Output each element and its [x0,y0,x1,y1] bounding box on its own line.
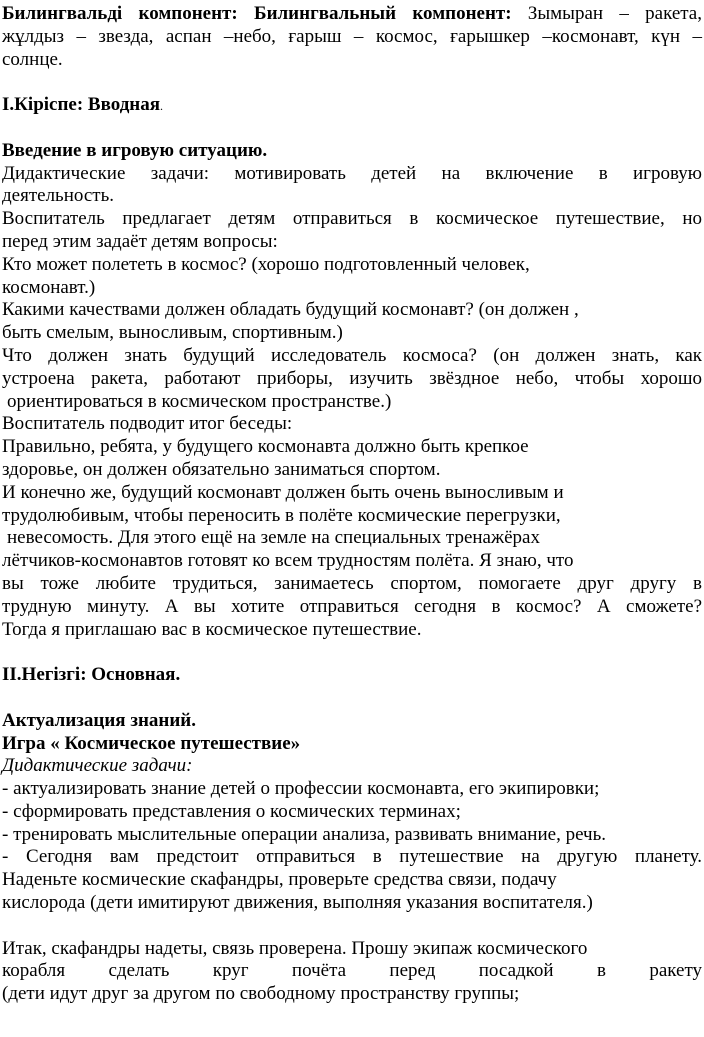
s1-line-18: вы тоже любите трудиться, занимаетесь спортом, помогаете друг другу в [2,572,702,594]
s1-line-20: Тогда я приглашаю вас в космическое путешествие. [2,618,422,640]
s1-line-1: деятельность. [2,185,115,207]
section1-heading: I.Кіріспе: Вводная [2,94,161,116]
s1-line-3: перед этим задаёт детям вопросы: [2,230,278,252]
bilingual-label: Билингвальді компонент: Билингвальный компонент: [2,3,512,24]
s1-line-2: Воспитатель предлагает детям отправиться в космическое путешествие, но [2,208,702,230]
s2b-line-1: корабля сделать круг почёта перед посадкой в ракету [2,960,702,982]
bilingual-line-1 [2,3,702,26]
s1-line-19: трудную минуту. А вы хотите отправиться сегодня в космос? А сможете? [2,595,702,617]
s1-line-6: Какими качествами должен обладать будущий космонавт? (он должен , [2,299,579,321]
s1-line-14: И конечно же, будущий космонавт должен быть очень выносливым и [2,481,564,503]
s2-line-1: - сформировать представления о космических терминах; [2,800,461,822]
s2b-line-0: Итак, скафандры надеты, связь проверена. Прошу экипаж космического [2,937,588,959]
s2-line-5: кислорода (дети имитируют движения, выполняя указания воспитателя.) [2,892,593,914]
s1-line-12: Правильно, ребята, у будущего космонавта должно быть крепкое [2,436,529,458]
s1-line-7: быть смелым, выносливым, спортивным.) [2,322,343,344]
s1-line-11: Воспитатель подводит итог беседы: [2,413,293,435]
bilingual-line-3: солнце. [2,48,63,70]
s1-line-4: Кто может полететь в космос? (хорошо подготовленный человек, [2,253,530,275]
s2b-line-2: (дети идут друг за другом по свободному пространству группы; [2,983,520,1005]
s1-line-0: Дидактические задачи: мотивировать детей на включение в игровую [2,162,702,184]
s1-line-8: Что должен знать будущий исследователь космоса? (он должен знать, как [2,344,702,366]
s1-line-17: лётчиков-космонавтов готовят ко всем трудностям полёта. Я знаю, что [2,550,574,572]
bilingual-line-2: жұлдыз – звезда, аспан –небо, ғарыш – космос, ғарышкер –космонавт, күн – [2,25,702,47]
s1-line-15: трудолюбивым, чтобы переносить в полёте космические перегрузки, [2,504,561,526]
s2-line-0: - актуализировать знание детей о профессии космонавта, его экипировки; [2,778,600,800]
section2-heading: II.Негізгі: Основная. [2,664,181,686]
s1-line-16: невесомость. Для этого ещё на земле на специальных тренажёрах [7,527,540,549]
game-title: Игра « Космическое путешествие» [2,732,301,754]
s2-line-4: Наденьте космические скафандры, проверьте средства связи, подачу [2,869,557,891]
s2-line-2: - тренировать мыслительные операции анализа, развивать внимание, речь. [2,823,607,845]
s1-line-5: космонавт.) [2,276,96,298]
s1-line-9: устроена ракета, работают приборы, изучить звёздное небо, чтобы хорошо [2,367,702,389]
s2-line-3: - Сегодня вам предстоит отправиться в путешествие на другую планету. [2,846,702,868]
section2-subheading: Актуализация знаний. [2,709,197,731]
section1-heading-dot: . [160,99,164,114]
tasks-label: Дидактические задачи: [2,755,193,777]
bilingual-line-1-rest: Зымыран – ракета, [511,3,702,24]
s1-line-10: ориентироваться в космическом пространстве.) [7,390,392,412]
intro-title: Введение в игровую ситуацию. [2,139,268,161]
section1-heading-line [2,94,702,117]
s1-line-13: здоровье, он должен обязательно заниматься спортом. [2,458,441,480]
